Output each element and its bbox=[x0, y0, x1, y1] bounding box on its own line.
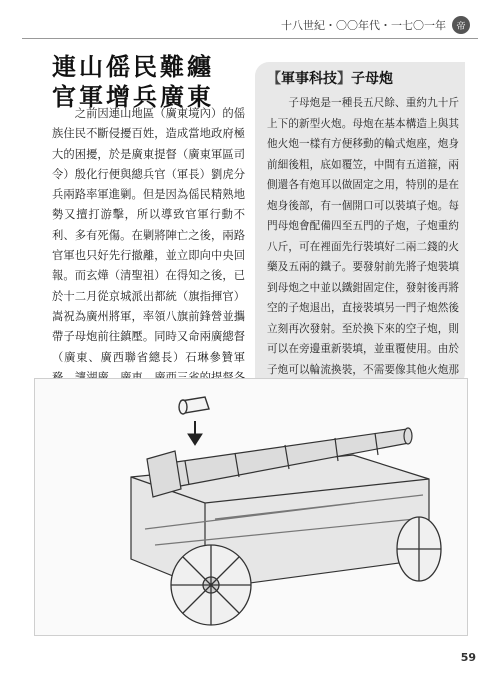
cannon-illustration bbox=[34, 378, 468, 636]
article-title-line-1: 連山傜民難纏 bbox=[52, 53, 214, 81]
sidebar-box bbox=[255, 62, 465, 387]
sidebar-title bbox=[267, 68, 393, 88]
down-arrow-icon bbox=[188, 421, 202, 445]
sub-cannon-muzzle bbox=[179, 400, 187, 414]
article-title-line-2: 官軍增兵廣東 bbox=[52, 83, 214, 111]
running-header-text: 十八世紀・〇〇年代・一七〇一年 bbox=[281, 19, 446, 32]
page-number: 59 bbox=[460, 651, 476, 664]
running-header bbox=[281, 14, 470, 36]
article-title bbox=[52, 52, 242, 112]
cannon-drawing bbox=[35, 379, 467, 635]
cannon-breech bbox=[147, 451, 181, 497]
cannon-muzzle bbox=[404, 428, 412, 444]
sidebar-title-bracket-open: 【 bbox=[267, 71, 281, 87]
sidebar-title-bracket-close: 】 bbox=[337, 71, 351, 87]
sidebar-category: 軍事科技 bbox=[281, 71, 337, 87]
header-rule bbox=[22, 38, 478, 39]
sidebar-topic: 子母炮 bbox=[351, 71, 393, 87]
sidebar-body: 子母炮是一種長五尺餘、重約九十斤上下的新型火炮。母炮在基本構造上與其他火炮一樣有方便移動的輪式炮座，炮身前細後粗，底如覆笠，中間有五道箍，兩側還各有炮耳以做固定之用，特別的是在炮身後部，有一個開口可以裝填子炮。每門母炮會配備四至五門的子炮，子炮重約八斤，可在裡面先行裝填好二兩二錢的火藥及五兩的鐵子。要發射前先將子炮裝填到母炮之中並以鐵鉗固定住，發射後再將空的子炮退出，直接裝填另一門子炮然後立刻再次發射。至於換下來的空子炮，則可以在旁邊重新裝填，並重覆使用。由於子炮可以輪流換裝，不需要像其他火炮那 bbox=[267, 97, 459, 376]
chapter-badge-icon: 帝 bbox=[452, 16, 470, 34]
article-body: 之前因連山地區（廣東境內）的傜族住民不斷侵擾百姓，造成當地政府極大的困擾，於是廣東提督（廣東軍區司令）殷化行便與總兵官（軍長）劉虎分兵兩路率軍進剿。但是因為傜民精熟地勢又擅打游擊，所以導致官軍行動不利、多有死傷。在剿將陣亡之後，兩路官軍也只好先行撤離，並立即向中央回報。而玄燁（清聖祖）在得知之後，已於十二月從京城派出都統（旗指揮官）嵩祝為廣州將軍，率領八旗前鋒營並攜帶子母炮前往鎮壓。同時又命兩廣總督（廣東、廣西聯省總長）石琳參贊軍 bbox=[52, 107, 245, 364]
